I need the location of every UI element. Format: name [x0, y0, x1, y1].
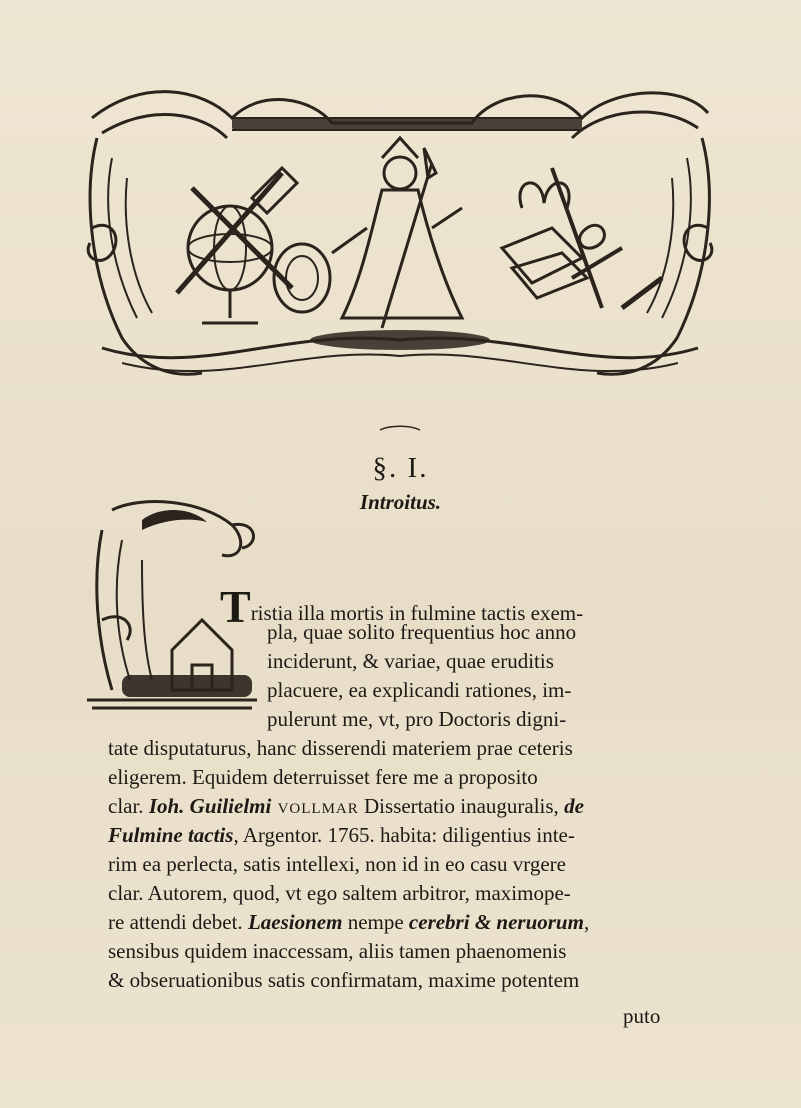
- catchword: puto: [623, 1004, 661, 1028]
- text-line-12e: ,: [583, 910, 590, 934]
- text-line-8d: Dissertatio inauguralis,: [358, 794, 565, 818]
- text-line-9b: , Argentor. 1765. habita: diligentius inte-: [233, 823, 575, 847]
- text-line-3: inciderunt, & variae, quae eruditis: [267, 649, 554, 673]
- text-line-5: pulerunt me, vt, pro Doctoris digni-: [267, 707, 567, 731]
- section-number: §. I.: [372, 452, 429, 484]
- text-line-12a: re attendi debet.: [108, 910, 243, 934]
- text-line-4: placuere, ea explicandi rationes, im-: [267, 678, 572, 702]
- cited-title: Fulmine tactis: [108, 823, 234, 847]
- text-line-8a: clar.: [108, 794, 149, 818]
- initial-letter: T: [220, 581, 251, 632]
- text-line-2: pla, quae solito frequentius hoc anno: [267, 620, 577, 644]
- rule-mark: [378, 425, 422, 433]
- text-line-10: rim ea perlecta, satis intellexi, non id in eo casu vrgere: [108, 852, 566, 876]
- text-line-8: [108, 796, 584, 817]
- text-line-1-rest: ristia illa mortis in fulmine tactis exem-: [250, 601, 584, 625]
- text-line-6: tate disputaturus, hanc disserendi materiem prae ceteris: [108, 736, 573, 760]
- ornamental-vignette: [82, 78, 718, 388]
- author-surname: vollmar: [271, 794, 359, 818]
- section-title: Introitus.: [359, 490, 442, 514]
- emphasis-laesionem: Laesionem: [247, 910, 343, 934]
- text-line-14: & obseruationibus satis confirmatam, maxime potentem: [108, 968, 580, 992]
- text-line-11: clar. Autorem, quod, vt ego saltem arbitror, maximope-: [108, 881, 571, 905]
- text-line-8e: de: [564, 794, 584, 818]
- text-line-12c: nempe: [342, 910, 409, 934]
- text-line-9: [108, 825, 575, 846]
- text-line-13: sensibus quidem inaccessam, aliis tamen phaenomenis: [108, 939, 567, 963]
- text-line-7: eligerem. Equidem deterruisset fere me a proposito: [108, 765, 538, 789]
- emphasis-cerebri: cerebri & neruorum: [408, 910, 584, 934]
- text-line-12: [108, 912, 589, 933]
- author-name: Ioh. Guilielmi: [148, 794, 272, 818]
